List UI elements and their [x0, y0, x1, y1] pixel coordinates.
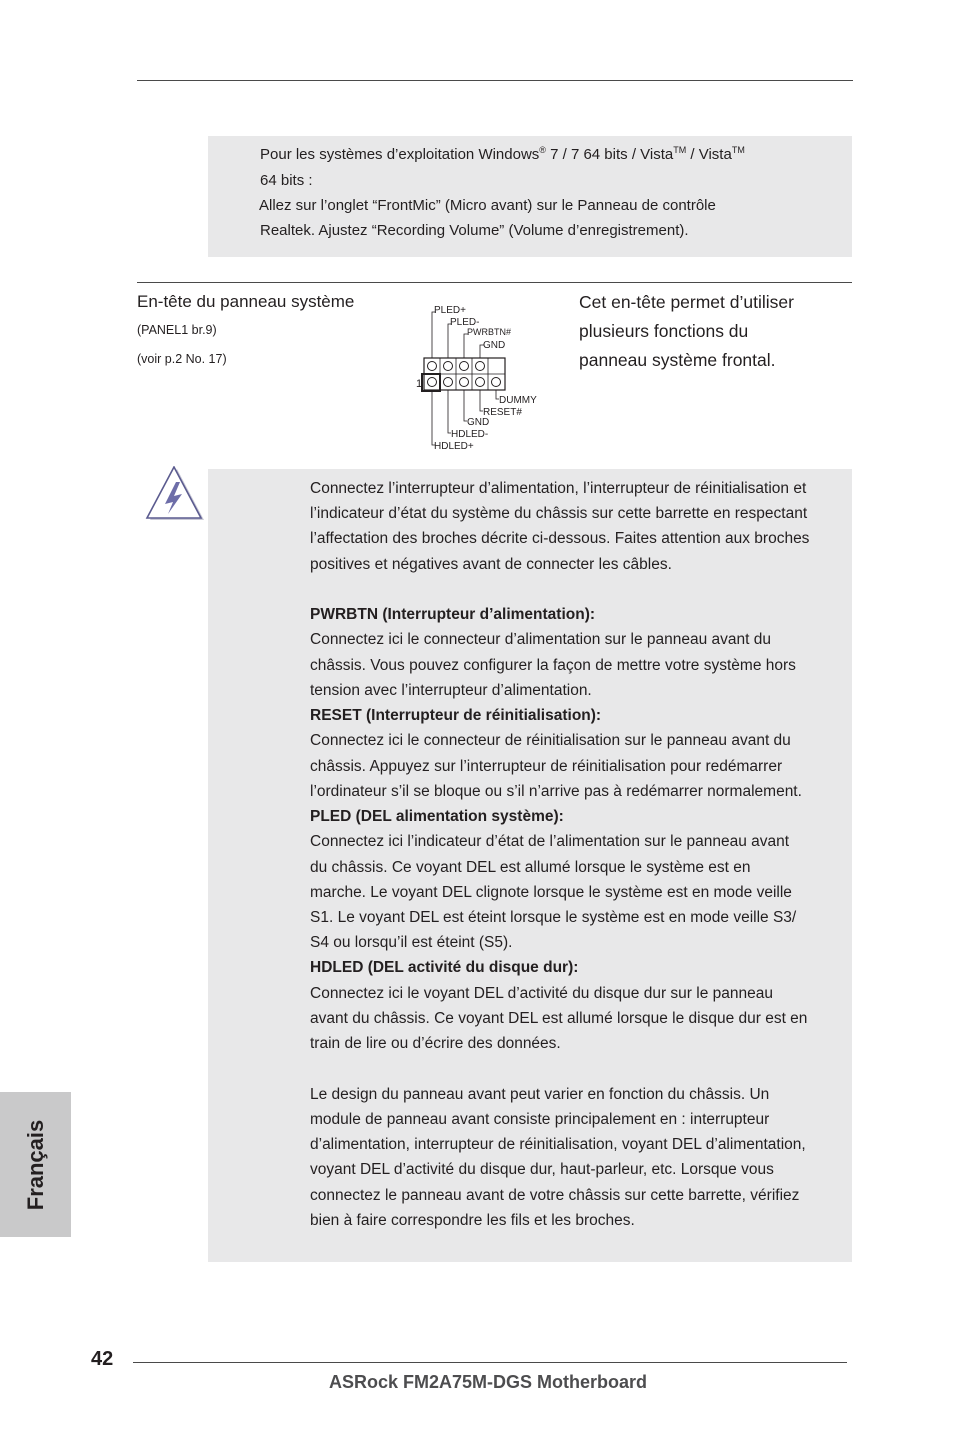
warning-heading: RESET (Interrupteur de réinitialisation): [310, 707, 602, 724]
warning-line: châssis. Appuyez sur l’interrupteur de réinitialisation pour redémarrer [310, 758, 783, 775]
warning-line: bien à faire correspondre les fils et les broches. [310, 1212, 635, 1229]
pin [492, 378, 501, 387]
page-number: 42 [91, 1348, 114, 1370]
header-title: En-tête du panneau système [137, 292, 355, 311]
pin [460, 378, 469, 387]
language-tab-label: Français [22, 1119, 48, 1210]
warning-line: train de lire ou d’écrire des données. [310, 1035, 561, 1052]
warning-line: du châssis. Ce voyant DEL est allumé lorsque le système est en [310, 859, 751, 876]
label-hdled-plus: HDLED+ [434, 441, 474, 452]
label-pled-minus: PLED- [450, 317, 480, 328]
pin1-marker [422, 374, 440, 391]
warning-line: voyant DEL d’activité du disque dur, haut-parleur, etc. Lorsque vous [310, 1161, 774, 1178]
warning-line: connectez le panneau avant de votre châssis sur cette barrette, vérifiez [310, 1187, 800, 1204]
warning-line: Connectez ici l’indicateur d’état de l’alimentation sur le panneau avant [310, 833, 790, 850]
warning-line: S4 ou lorsqu’il est éteint (S5). [310, 934, 513, 951]
pin [444, 362, 453, 371]
warning-line: S1. Le voyant DEL est éteint lorsque le système est en mode veille S3/ [310, 909, 797, 926]
pin [428, 378, 437, 387]
warning-heading: HDLED (DEL activité du disque dur): [310, 959, 579, 976]
pin [428, 362, 437, 371]
footer-title: ASRock FM2A75M-DGS Motherboard [329, 1372, 648, 1392]
panel-header-pin-diagram [414, 302, 544, 454]
warning-line: avant du châssis. Ce voyant DEL est allumé lorsque le disque dur est en [310, 1010, 808, 1027]
warning-line: Connectez ici le connecteur de réinitialisation sur le panneau avant du [310, 732, 791, 749]
warning-line: châssis. Vous pouvez configurer la façon de mettre votre système hors [310, 657, 796, 674]
label-gnd-bottom: GND [467, 417, 490, 428]
warning-line: Connectez ici le voyant DEL d’activité du disque dur sur le panneau [310, 985, 773, 1002]
note-line-1: Pour les systèmes d’exploitation Windows® 7 / 7 64 bits / Vista™ / Vista™ [260, 145, 745, 163]
warning-line: marche. Le voyant DEL clignote lorsque le système est en mode veille [310, 884, 792, 901]
label-pwrbtn: PWRBTN# [467, 327, 512, 337]
pin [460, 362, 469, 371]
warning-line: l’indicateur d’état du système du châssis sur cette barrette en respectant [310, 505, 808, 522]
label-reset: RESET# [483, 407, 522, 418]
warning-line: l’affectation des broches décrite ci-dessous. Faites attention aux broches [310, 530, 810, 547]
warning-line: Connectez l’interrupteur d’alimentation, l’interrupteur de réinitialisation et [310, 480, 807, 497]
header-desc-1: Cet en-tête permet d’utiliser [579, 292, 794, 312]
header-see: (voir p.2 No. 17) [137, 352, 227, 366]
header-desc-2: plusieurs fonctions du [579, 321, 749, 341]
header-desc-3: panneau système frontal. [579, 350, 776, 370]
lightning-warning-icon [144, 466, 206, 524]
warning-line: d’alimentation, interrupteur de réinitialisation, voyant DEL d’alimentation, [310, 1136, 806, 1153]
warning-line: module de panneau avant consiste principalement en : interrupteur [310, 1111, 770, 1128]
header-ref: (PANEL1 br.9) [137, 323, 217, 337]
label-dummy: DUMMY [499, 395, 537, 406]
top-rule [137, 80, 853, 81]
note-line-4: Realtek. Ajustez “Recording Volume” (Volume d’enregistrement). [260, 222, 689, 239]
label-pled-plus: PLED+ [434, 305, 466, 316]
warning-line: Connectez ici le connecteur d’alimentation sur le panneau avant du [310, 631, 771, 648]
pin [444, 378, 453, 387]
section-rule [137, 282, 852, 283]
warning-heading: PWRBTN (Interrupteur d’alimentation): [310, 606, 596, 623]
warning-line: positives et négatives avant de connecter les câbles. [310, 556, 672, 573]
language-tab [0, 1092, 71, 1237]
bottom-rule [133, 1362, 847, 1363]
warning-line: l’ordinateur s’il se bloque ou s’il n’arrive pas à redémarrer normalement. [310, 783, 802, 800]
note-line-3: Allez sur l’onglet “FrontMic” (Micro avant) sur le Panneau de contrôle [259, 197, 716, 214]
label-gnd-top: GND [483, 340, 506, 351]
warning-line: tension avec l’interrupteur d’alimentation. [310, 682, 592, 699]
pin1-label: 1 [416, 378, 423, 390]
warning-heading: PLED (DEL alimentation système): [310, 808, 564, 825]
label-hdled-minus: HDLED- [451, 429, 489, 440]
warning-line: Le design du panneau avant peut varier en fonction du châssis. Un [310, 1086, 770, 1103]
note-box [208, 136, 852, 257]
pin [476, 378, 485, 387]
note-line-2: 64 bits : [260, 172, 313, 189]
pin [476, 362, 485, 371]
